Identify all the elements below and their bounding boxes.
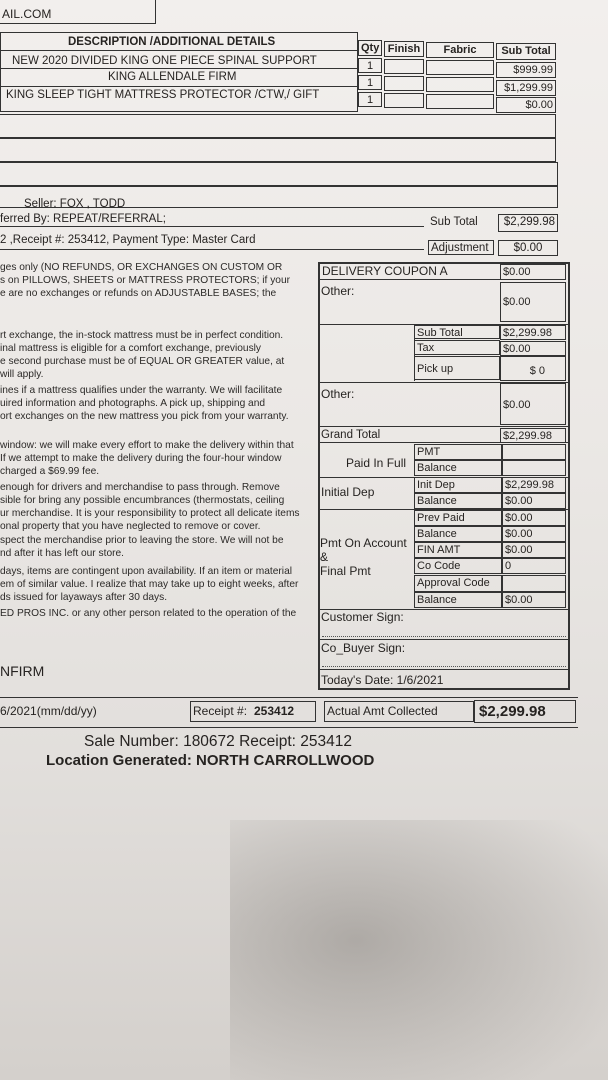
qty-2: 1	[358, 75, 382, 90]
tax-value: $0.00	[500, 341, 566, 356]
terms-line: ED PROS INC. or any other person related to the operation of the	[0, 608, 297, 619]
item-desc-2: KING ALLENDALE FIRM	[108, 71, 237, 83]
blank-row-1	[0, 114, 556, 138]
prev-paid-label: Prev Paid	[414, 510, 502, 526]
confirm-fragment: NFIRM	[0, 663, 45, 679]
terms-line: inal mattress is eligible for a comfort exchange, previously	[0, 343, 262, 354]
other1-value: $0.00	[500, 282, 566, 322]
receipt-value: 253412	[254, 704, 295, 718]
pickup-value: $ 0	[500, 356, 566, 381]
terms-line: ort exchanges on the new mattress you pick from your warranty.	[0, 411, 289, 422]
shadow-overlay	[230, 820, 608, 1080]
date-fragment: 6/2021(mm/dd/yy)	[0, 704, 97, 718]
terms-line: charged a $69.99 fee.	[0, 466, 100, 477]
other2-label: Other:	[321, 387, 355, 401]
subtotal-2: $1,299.99	[496, 80, 556, 96]
seller-line: Seller: FOX , TODD	[24, 198, 126, 210]
fin-amt-label: FIN AMT	[414, 542, 502, 558]
other2-value: $0.00	[500, 383, 566, 425]
referred-line: ferred By: REPEAT/REFERRAL;	[0, 213, 166, 225]
receipt-payment-line: 2 ,Receipt #: 253412, Payment Type: Master Card	[0, 234, 256, 246]
balance2-value: $0.00	[502, 493, 566, 509]
co-buyer-sign-label: Co_Buyer Sign:	[321, 641, 406, 655]
subtotal-label: Sub Total	[414, 325, 500, 339]
fabric-3	[426, 94, 494, 109]
terms-line: If we attempt to make the delivery during the four-hour window	[0, 453, 282, 464]
customer-sign-label: Customer Sign:	[321, 610, 404, 624]
terms-line: spect the merchandise prior to leaving the store. We will not be	[0, 535, 284, 546]
location-line: Location Generated: NORTH CARROLLWOOD	[46, 752, 375, 769]
delivery-coupon-value: $0.00	[500, 264, 566, 280]
fabric-1	[426, 60, 494, 75]
balance1-label: Balance	[414, 460, 502, 476]
initial-dep-label: Initial Dep	[321, 485, 375, 499]
terms-line: ines if a mattress qualifies under the warranty. We will facilitate	[0, 385, 283, 396]
prev-paid-value: $0.00	[502, 510, 566, 526]
finish-3	[384, 93, 424, 108]
terms-line: will apply.	[0, 369, 44, 380]
terms-line: sible for bring any possible encumbrances (thermostats, ceiling	[0, 495, 285, 506]
co-buyer-sign-line[interactable]	[322, 666, 566, 667]
blank-row-3	[0, 162, 558, 186]
receipt-label: Receipt #:	[193, 704, 248, 718]
init-dep-value: $2,299.98	[502, 477, 566, 493]
balance1-value	[502, 460, 566, 476]
pmt-on-account-label: Pmt On Account	[320, 536, 407, 550]
finish-2	[384, 76, 424, 91]
tax-label: Tax	[414, 340, 500, 355]
terms-line: em of similar value. I realize that may take up to eight weeks, after	[0, 579, 299, 590]
terms-line: rt exchange, the in-stock mattress must be in perfect condition.	[0, 330, 284, 341]
amp-label: &	[320, 550, 329, 564]
actual-amt-value: $2,299.98	[479, 703, 546, 720]
terms-line: e are no exchanges or refunds on ADJUSTABLE BASES; the	[0, 288, 277, 299]
actual-amt-label: Actual Amt Collected	[327, 704, 438, 718]
balance3-value: $0.00	[502, 526, 566, 542]
pmt-value	[502, 444, 566, 460]
finish-1	[384, 59, 424, 74]
grand-total-label: Grand Total	[321, 429, 381, 441]
item-desc-3: KING SLEEP TIGHT MATTRESS PROTECTOR /CTW,/ GIFT	[6, 89, 320, 101]
qty-3: 1	[358, 92, 382, 107]
terms-line: ds issued for layaways after 30 days.	[0, 592, 168, 603]
terms-line: uired information and photographs. A pick up, shipping and	[0, 398, 266, 409]
email-fragment: AIL.COM	[2, 7, 52, 21]
pmt-label: PMT	[414, 444, 502, 460]
adjustment-label: Adjustment	[428, 240, 494, 255]
terms-line: onal property that you have neglected to remove or cover.	[0, 521, 261, 532]
description-header: DESCRIPTION /ADDITIONAL DETAILS	[68, 36, 276, 48]
subtotal-top-value: $2,299.98	[498, 214, 558, 232]
terms-line: e second purchase must be of EQUAL OR GREATER value, at	[0, 356, 285, 367]
balance4-value: $0.00	[502, 592, 566, 608]
terms-line: enough for drivers and merchandise to pass through. Remove	[0, 482, 280, 493]
finish-header: Finish	[384, 41, 424, 57]
qty-header: Qty	[358, 40, 382, 56]
fin-amt-value: $0.00	[502, 542, 566, 558]
init-dep-label: Init Dep	[414, 477, 502, 493]
adjustment-value: $0.00	[498, 240, 558, 256]
subtotal-header: Sub Total	[496, 43, 556, 60]
grand-total-value: $2,299.98	[500, 428, 566, 443]
sale-line: Sale Number: 180672 Receipt: 253412	[84, 733, 352, 750]
subtotal-value: $2,299.98	[500, 325, 566, 340]
blank-row-2	[0, 138, 556, 162]
terms-line: window: we will make every effort to make the delivery within that	[0, 440, 294, 451]
other1-label: Other:	[321, 284, 355, 298]
terms-line: ur merchandise. It is your responsibility to protect all delicate items	[0, 508, 300, 519]
todays-date-label: Today's Date: 1/6/2021	[321, 673, 444, 687]
customer-sign-line[interactable]	[322, 636, 566, 637]
approval-code-label: Approval Code	[414, 575, 502, 592]
pickup-label: Pick up	[414, 356, 500, 380]
final-pmt-label: Final Pmt	[320, 564, 371, 578]
fabric-header: Fabric	[426, 42, 494, 58]
balance2-label: Balance	[414, 493, 502, 509]
subtotal-top-label: Sub Total	[430, 216, 478, 228]
subtotal-3: $0.00	[496, 97, 556, 113]
balance4-label: Balance	[414, 592, 502, 608]
approval-code-value	[502, 575, 566, 592]
terms-line: s on PILLOWS, SHEETS or MATTRESS PROTECTORS; if your	[0, 275, 291, 286]
item-desc-1: NEW 2020 DIVIDED KING ONE PIECE SPINAL SUPPORT	[12, 55, 317, 67]
co-code-value: 0	[502, 558, 566, 574]
balance3-label: Balance	[414, 526, 502, 542]
fabric-2	[426, 77, 494, 92]
terms-line: days, items are contingent upon availability. If an item or material	[0, 566, 292, 577]
co-code-label: Co Code	[414, 558, 502, 574]
subtotal-1: $999.99	[496, 62, 556, 78]
delivery-coupon-label: DELIVERY COUPON A	[322, 264, 448, 278]
paid-in-full-label: Paid In Full	[346, 456, 407, 470]
terms-line: ges only (NO REFUNDS, OR EXCHANGES ON CUSTOM OR	[0, 262, 283, 273]
qty-1: 1	[358, 58, 382, 73]
terms-line: nd after it has left our store.	[0, 548, 125, 559]
